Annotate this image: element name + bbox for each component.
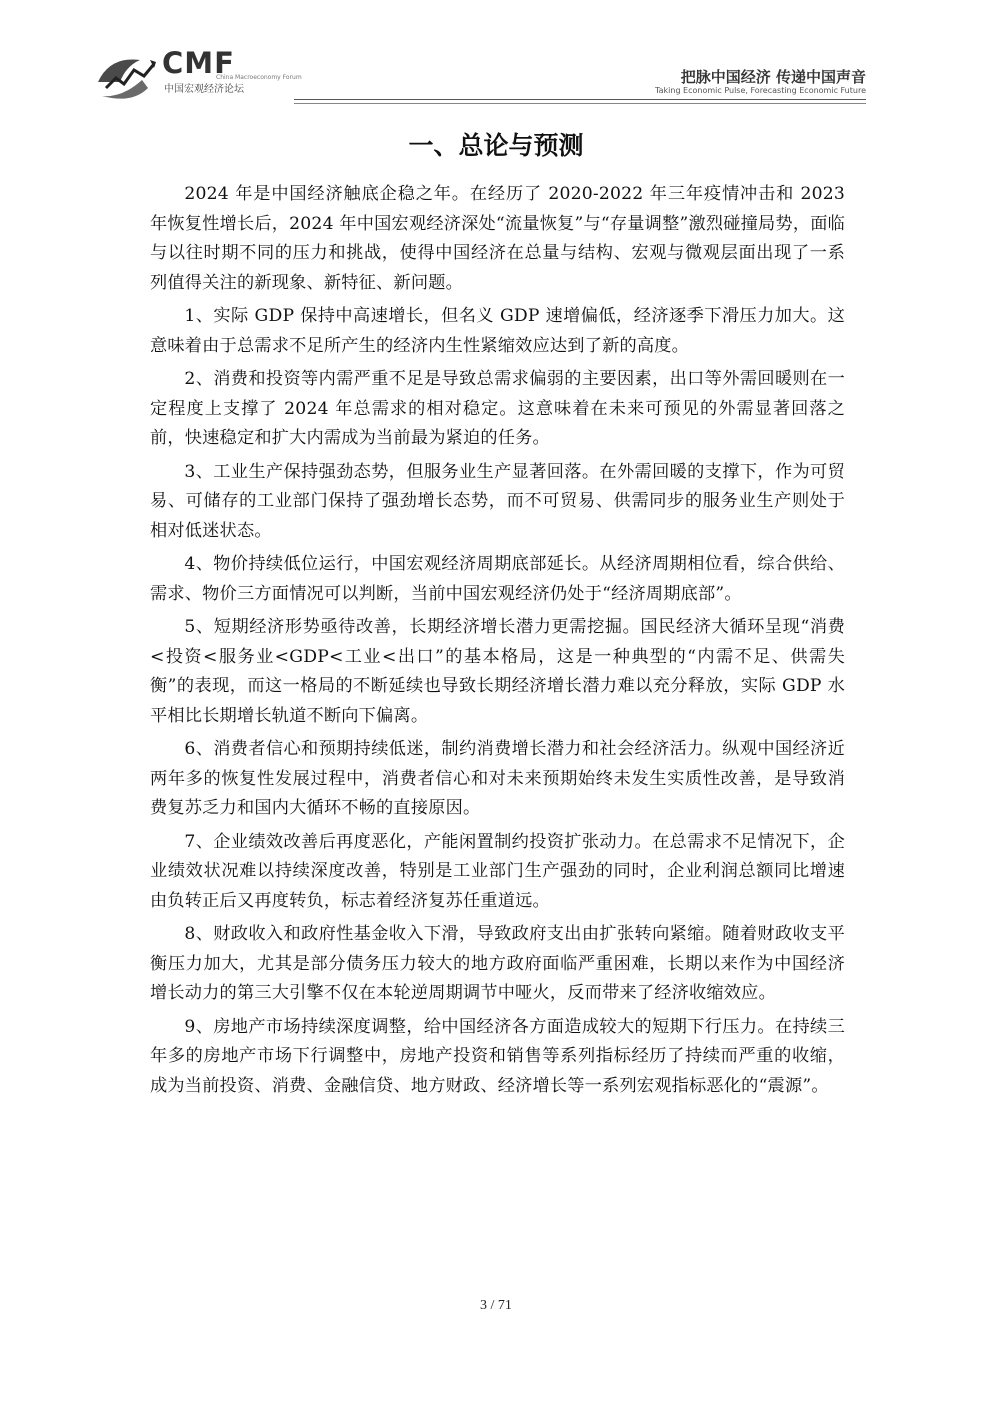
paragraph-7: 7、企业绩效改善后再度恶化，产能闲置制约投资扩张动力。在总需求不足情况下，企业绩效状况难以持续深度改善，特别是工业部门生产强劲的同时，企业利润总额同比增速由负转正后又再度转负，标志着经济复苏任重道远。 — [150, 831, 845, 911]
paragraph-9: 9、房地产市场持续深度调整，给中国经济各方面造成较大的短期下行压力。在持续三年多的房地产市场下行调整中，房地产投资和销售等系列指标经历了持续而严重的收缩，成为当前投资、消费、金融信贷、地方财政、经济增长等一系列宏观指标恶化的“震源”。 — [150, 1016, 845, 1096]
paragraph-intro: 2024 年是中国经济触底企稳之年。在经历了 2020-2022 年三年疫情冲击和 2023 年恢复性增长后，2024 年中国宏观经济深处“流量恢复”与“存量调整”激烈碰撞局势，面临与以往时期不同的压力和挑战，使得中国经济在总量与结构、宏观与微观层面出现了一系列值得关注的新现象、新特征、新问题。 — [150, 184, 845, 293]
paragraph-3: 3、工业生产保持强劲态势，但服务业生产显著回落。在外需回暖的支撑下，作为可贸易、可储存的工业部门保持了强劲增长态势，而不可贸易、供需同步的服务业生产则处于相对低迷状态。 — [150, 461, 845, 541]
logo-subtitle: 中国宏观经济论坛 — [164, 84, 244, 95]
header-slogan-en: Taking Economic Pulse, Forecasting Economic Future — [655, 86, 866, 95]
logo-text: CMF — [162, 46, 235, 80]
cmf-logo — [96, 44, 302, 106]
header-divider — [294, 99, 866, 100]
paragraph-8: 8、财政收入和政府性基金收入下滑，导致政府支出由扩张转向紧缩。随着财政收支平衡压力加大，尤其是部分债务压力较大的地方政府面临严重困难，长期以来作为中国经济增长动力的第三大引擎不仅在本轮逆周期调节中哑火，反而带来了经济收缩效应。 — [150, 924, 845, 1003]
page-header — [96, 44, 866, 106]
header-divider-thin — [294, 103, 866, 104]
page-number: 3 / 71 — [480, 1298, 512, 1313]
header-slogan: 把脉中国经济 传递中国声音 — [680, 68, 866, 86]
section-title: 一、总论与预测 — [408, 131, 584, 160]
document-body — [150, 180, 845, 1105]
paragraph-6: 6、消费者信心和预期持续低迷，制约消费增长潜力和社会经济活力。纵观中国经济近两年多的恢复性发展过程中，消费者信心和对未来预期始终未发生实质性改善，是导致消费复苏乏力和国内大循环不畅的直接原因。 — [150, 739, 845, 818]
paragraph-5: 5、短期经济形势亟待改善，长期经济增长潜力更需挖掘。国民经济大循环呈现“消费<投资<服务业<GDP<工业<出口”的基本格局，这是一种典型的“内需不足、供需失衡”的表现，而这一格局的不断延续也导致长期经济增长潜力难以充分释放，实际 GDP 水平相比长期增长轨道不断向下偏离。 — [150, 617, 845, 726]
paragraph-1: 1、实际 GDP 保持中高速增长，但名义 GDP 速增偏低，经济逐季下滑压力加大。这意味着由于总需求不足所产生的经济内生性紧缩效应达到了新的高度。 — [150, 306, 845, 356]
paragraph-4: 4、物价持续低位运行，中国宏观经济周期底部延长。从经济周期相位看，综合供给、需求、物价三方面情况可以判断，当前中国宏观经济仍处于“经济周期底部”。 — [150, 554, 845, 604]
cmf-emblem-icon — [96, 52, 158, 102]
paragraph-2: 2、消费和投资等内需严重不足是导致总需求偏弱的主要因素，出口等外需回暖则在一定程度上支撑了 2024 年总需求的相对稳定。这意味着在未来可预见的外需显著回落之前，快速稳定和扩大内需成为当前最为紧迫的任务。 — [150, 369, 845, 448]
logo-tiny-text: China Macroeconomy Forum — [216, 74, 302, 81]
